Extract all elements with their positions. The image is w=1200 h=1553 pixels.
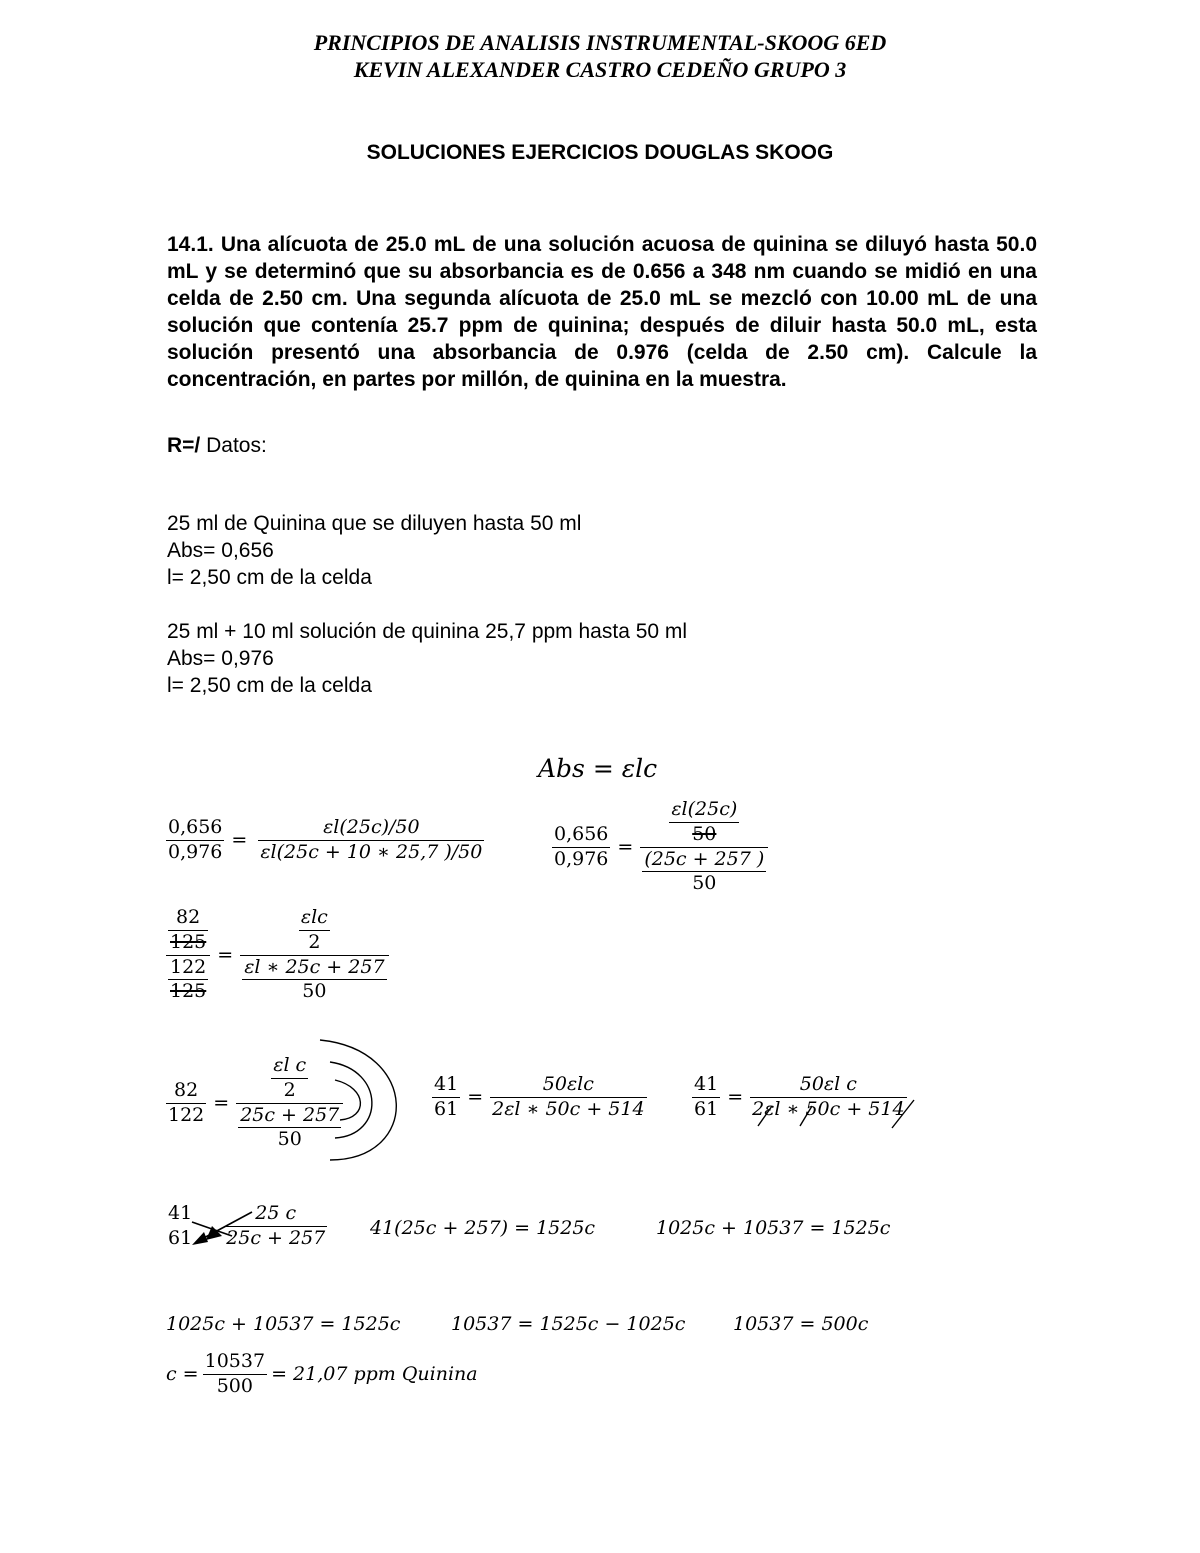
beer-law-equation: Abs = εlc (538, 754, 658, 783)
data2-line2: Abs= 0,976 (167, 647, 274, 670)
fraction: $\frac{41}{61}$ (694, 1073, 719, 1120)
fraction: $\frac{\text{50εl c}}{2\varepsilon l ∗ 50c + 514}$ (752, 1073, 905, 1120)
equation-ratio-3: $\frac{\frac{82}{125}}{\frac{122}{125}}$ = $\frac{\frac{\text{εlc}}{2}}{\frac{\varepsilon l ∗ 25c + 257}{50}}$ (166, 906, 389, 1004)
annotation-arc-middle (330, 1062, 372, 1138)
equation-expanded: 41(25c + 257) = 1525c (370, 1217, 596, 1239)
equation-ratio-1: $\frac{0,656}{0,976}$ = $\frac{\varepsilon l(25c)/50}{\varepsilon l(25c + 10 ∗ 25,7 )/50}$ (166, 816, 488, 865)
strike-slash (892, 1100, 914, 1128)
fraction: $\frac{\varepsilon l(25c)/50}{\varepsilon l(25c + 10 ∗ 25,7 )/50}$ (260, 816, 483, 863)
header-line-2: KEVIN ALEXANDER CASTRO CEDEÑO GRUPO 3 (353, 57, 847, 82)
strike-slash (800, 1106, 812, 1126)
equation-distributed: 1025c + 10537 = 1525c (656, 1217, 891, 1239)
annotation-arc-inner (335, 1080, 360, 1120)
strike-slash (758, 1106, 772, 1126)
final-result: c = $\frac{10537}{500}$ = 21,07 ppm Quinina (166, 1350, 478, 1397)
fraction: 41 61 (168, 1202, 193, 1249)
compound-fraction: $\frac{\frac{\varepsilon l(25c)}{50}}{\frac{(25c + 257 )}{50}}$ (640, 798, 768, 896)
equation-ratio-5: $\frac{41}{61}$ = $\frac{\text{50εlc}}{2\varepsilon l ∗ 50c + 514}$ (434, 1073, 645, 1120)
fraction: $\frac{25 c}{25c + 257}$ (226, 1202, 326, 1249)
answer-prefix: R=/ (167, 434, 201, 457)
annotation-arc-outer (320, 1040, 396, 1160)
data2-line3: l= 2,50 cm de la celda (167, 674, 372, 697)
answer-label: Datos: (200, 434, 267, 457)
document-title: SOLUCIONES EJERCICIOS DOUGLAS SKOOG (366, 141, 834, 164)
equation-ratio-6: $\frac{41}{61}$ = $\frac{\text{50εl c}}{2\varepsilon l ∗ 50c + 514}$ (694, 1073, 905, 1120)
equation-step-3: 10537 = 500c (733, 1313, 869, 1335)
equation-ratio-2: $\frac{0,656}{0,976}$ = $\frac{\frac{\varepsilon l(25c)}{50}}{\frac{(25c + 257 )}{50}}$ (552, 798, 768, 896)
problem-statement: 14.1. Una alícuota de 25.0 mL de una solución acuosa de quinina se diluyó hasta 50.0 mL y se determinó que su absorbancia es de 0.656 a 348 nm cuando se midió en una celda de 2.50 cm. Una segunda alícuota de 25.0 mL se mezcló con 10.00 mL de una solución que contenía 25.7 ppm de quinina; después de diluir hasta 50.0 mL, esta solución presentó una absorbancia de 0.976 (celda de 2.50 cm). Calcule la concentración, en partes por millón, de quinina en la muestra. (167, 233, 1037, 391)
data2-line1: 25 ml + 10 ml solución de quinina 25,7 ppm hasta 50 ml (167, 620, 688, 643)
header-line-1: PRINCIPIOS DE ANALISIS INSTRUMENTAL-SKOOG 6ED (313, 30, 887, 55)
fraction: $\frac{0,656}{0,976}$ (168, 816, 223, 863)
equation-step-2: 10537 = 1525c − 1025c (451, 1313, 686, 1335)
data1-line3: l= 2,50 cm de la celda (167, 566, 372, 589)
fraction: $\frac{10537}{500}$ (204, 1350, 266, 1397)
compound-fraction: $\frac{\frac{\text{εl c}}{2}}{\frac{25c + 257}{50}}$ (236, 1054, 343, 1152)
fraction: $\frac{0,656}{0,976}$ (554, 822, 609, 870)
equation-step-1: 1025c + 10537 = 1525c (166, 1313, 401, 1335)
compound-fraction: $\frac{\frac{82}{125}}{\frac{122}{125}}$ (166, 906, 210, 1004)
equation-ratio-4: $\frac{82}{122}$ = $\frac{\frac{\text{εl c}}{2}}{\frac{25c + 257}{50}}$ (166, 1054, 343, 1152)
data1-line2: Abs= 0,656 (167, 539, 274, 562)
arrowhead-icon (192, 1232, 208, 1245)
fraction: $\frac{41}{61}$ (434, 1073, 459, 1120)
fraction: $\frac{82}{122}$ (168, 1078, 205, 1126)
compound-fraction: $\frac{\frac{\text{εlc}}{2}}{\frac{\varepsilon l ∗ 25c + 257}{50}}$ (240, 906, 388, 1004)
fraction: $\frac{\text{50εlc}}{2\varepsilon l ∗ 50c + 514}$ (492, 1073, 645, 1120)
data1-line1: 25 ml de Quinina que se diluyen hasta 50 ml (167, 512, 582, 535)
